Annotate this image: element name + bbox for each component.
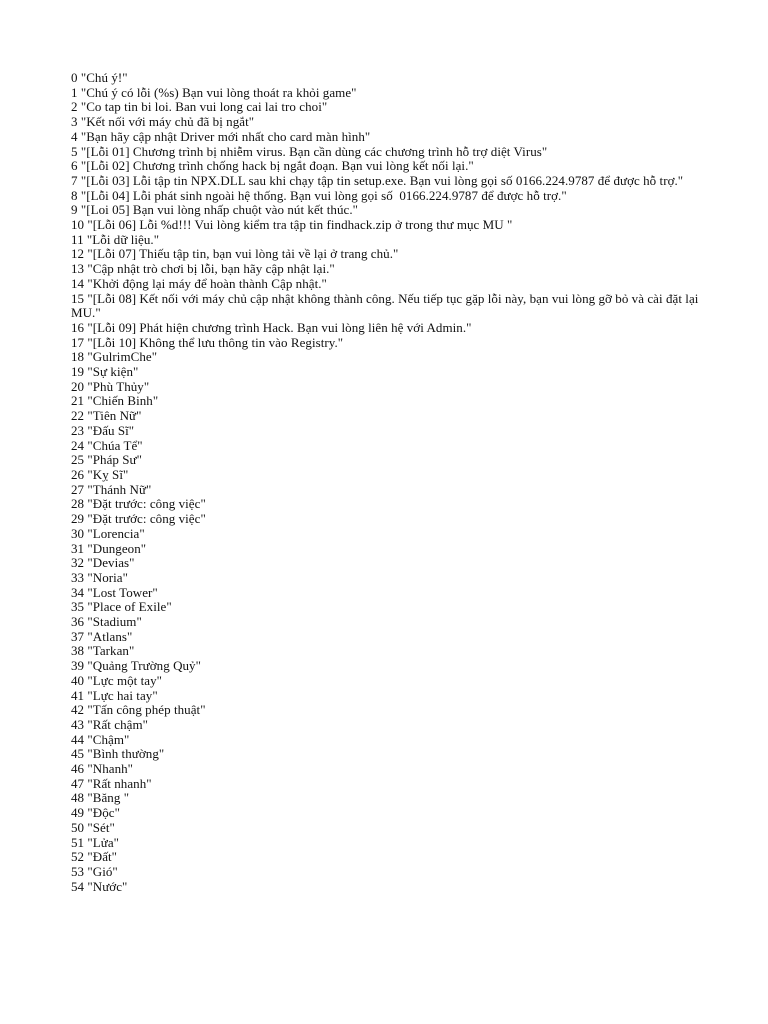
text-line: 11 "Lỗi dữ liệu." (71, 231, 160, 247)
text-line: 15 "[Lỗi 08] Kết nối với máy chủ cập nhật không thành công. Nếu tiếp tục gặp lỗi này, bạn vui lòng gỡ bỏ và cài đặt lại MU." (71, 290, 702, 321)
text-line: 0 "Chú ý!" (71, 70, 128, 85)
text-line: 35 "Place of Exile" (71, 599, 172, 615)
text-line: 10 "[Lỗi 06] Lỗi %d!!! Vui lòng kiểm tra tập tin findhack.zip ở trong thư mục MU " (71, 217, 513, 233)
text-line: 7 "[Lỗi 03] Lỗi tập tin NPX.DLL sau khi chạy tập tin setup.exe. Bạn vui lòng gọi số 0166.224.9787 để được hỗ trợ." (71, 172, 684, 188)
text-line: 38 "Tarkan" (71, 643, 135, 659)
text-line: 53 "Gió" (71, 863, 118, 879)
text-line: 44 "Chậm" (71, 731, 130, 747)
text-line: 37 "Atlans" (71, 628, 133, 644)
text-line: 47 "Rất nhanh" (71, 775, 152, 791)
text-line: 51 "Lửa" (71, 834, 120, 850)
text-line: 54 "Nước" (71, 878, 128, 894)
text-line: 4 "Bạn hãy cập nhật Driver mới nhất cho card màn hình" (71, 128, 371, 144)
text-line: 14 "Khởi động lại máy để hoàn thành Cập nhật." (71, 275, 327, 291)
text-line: 2 "Co tap tin bi loi. Ban vui long cai lai tro choi" (71, 99, 328, 115)
text-line: 17 "[Lỗi 10] Không thể lưu thông tin vào Registry." (71, 334, 344, 350)
text-line: 24 "Chúa Tể" (71, 437, 143, 453)
text-line: 21 "Chiến Binh" (71, 393, 159, 409)
text-line: 42 "Tấn công phép thuật" (71, 702, 206, 718)
text-line: 28 "Đặt trước: công việc" (71, 496, 206, 512)
text-line: 8 "[Lỗi 04] Lỗi phát sinh ngoài hệ thống. Bạn vui lòng gọi số 0166.224.9787 để được hỗ trợ." (71, 187, 567, 203)
text-line: 39 "Quảng Trường Quỷ" (71, 658, 201, 674)
text-line: 45 "Bình thường" (71, 746, 165, 762)
text-line: 16 "[Lỗi 09] Phát hiện chương trình Hack. Bạn vui lòng liên hệ với Admin." (71, 319, 472, 335)
text-line: 6 "[Lỗi 02] Chương trình chống hack bị ngắt đoạn. Bạn vui lòng kết nối lại." (71, 158, 474, 174)
text-line: 50 "Sét" (71, 819, 115, 835)
text-line: 18 "GulrimChe" (71, 349, 158, 365)
text-line: 9 "[Loi 05] Bạn vui lòng nhấp chuột vào nút kết thúc." (71, 202, 358, 218)
text-line: 23 "Đấu Sĩ" (71, 422, 135, 438)
text-line: 3 "Kết nối với máy chủ đã bị ngắt" (71, 114, 255, 130)
text-line: 46 "Nhanh" (71, 761, 134, 777)
text-line: 52 "Đất" (71, 849, 118, 865)
text-line: 48 "Băng " (71, 790, 130, 806)
text-line: 36 "Stadium" (71, 614, 142, 630)
text-line: 25 "Pháp Sư" (71, 452, 142, 468)
document-page (71, 71, 701, 894)
text-line: 13 "Cập nhật trò chơi bị lỗi, bạn hãy cập nhật lại." (71, 261, 335, 277)
text-line: 26 "Kỵ Sĩ" (71, 466, 129, 482)
text-line: 49 "Độc" (71, 805, 120, 821)
text-line: 40 "Lực một tay" (71, 672, 163, 688)
text-line: 20 "Phù Thủy" (71, 378, 150, 394)
text-line: 1 "Chú ý có lỗi (%s) Bạn vui lòng thoát ra khỏi game" (71, 84, 357, 100)
text-line: 30 "Lorencia" (71, 525, 145, 541)
text-line: 43 "Rất chậm" (71, 716, 148, 732)
text-line: 5 "[Lỗi 01] Chương trình bị nhiễm virus. Bạn cần dùng các chương trình hỗ trợ diệt Virus" (71, 143, 548, 159)
text-line: 31 "Dungeon" (71, 540, 147, 556)
text-line: 27 "Thánh Nữ" (71, 481, 152, 497)
text-line: 22 "Tiên Nữ" (71, 408, 142, 424)
text-line: 41 "Lực hai tay" (71, 687, 158, 703)
text-line: 34 "Lost Tower" (71, 584, 158, 600)
text-line: 29 "Đặt trước: công việc" (71, 511, 206, 527)
text-line: 19 "Sự kiện" (71, 364, 139, 380)
text-line: 32 "Devias" (71, 555, 135, 571)
text-line: 33 "Noria" (71, 569, 128, 585)
text-line: 12 "[Lỗi 07] Thiếu tập tin, bạn vui lòng tải về lại ở trang chủ." (71, 246, 399, 262)
